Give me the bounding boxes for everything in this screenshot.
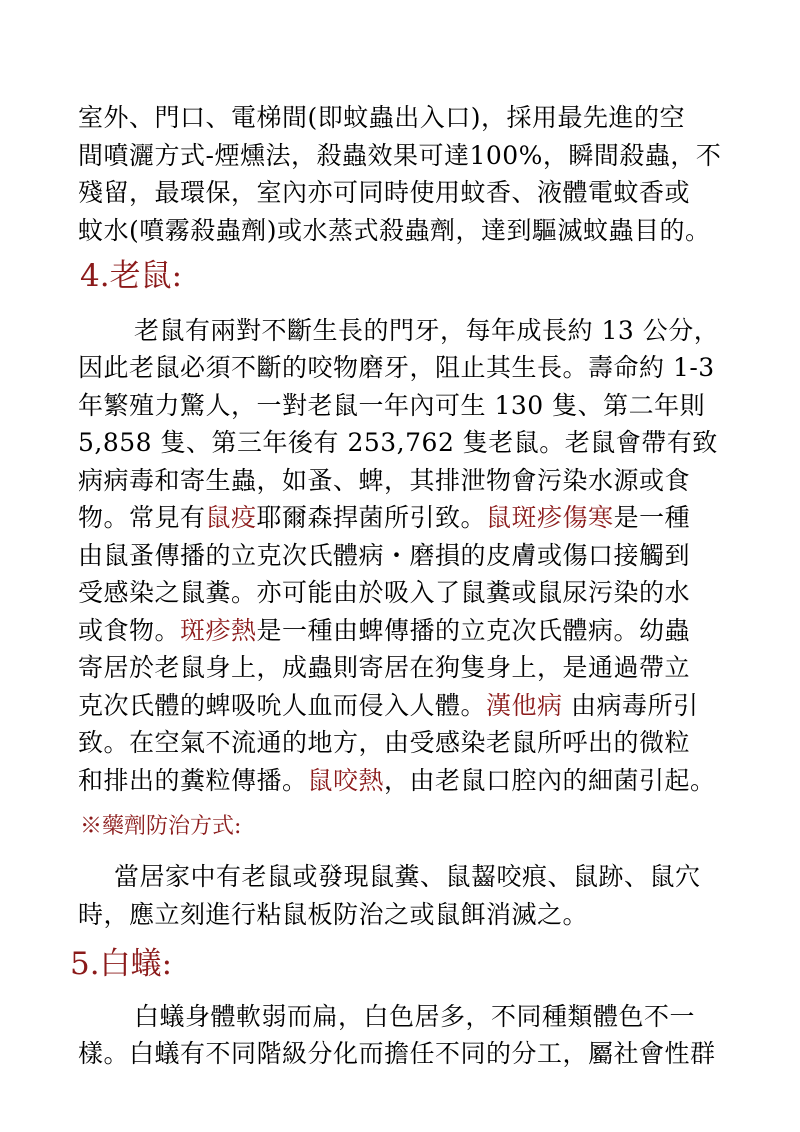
rat-para-line-10: 寄居於老鼠身上，成蟲則寄居在狗隻身上，是通過帶立 [78, 653, 691, 682]
rat-para-line-3: 年繁殖力驚人，一對老鼠一年內可生 130 隻、第二年則 [78, 391, 706, 420]
intro-line-1: 室外、門口、電梯間(即蚊蟲出入口)，採用最先進的空 [78, 103, 686, 132]
rat-para-line-1: 老鼠有兩對不斷生長的門牙，每年成長約 13 公分， [134, 316, 720, 345]
text-segment: 克次氏體的蜱吸吮人血而侵入人體。 [78, 691, 487, 720]
rat-para-line-9 [78, 616, 690, 646]
text-segment: 是一種由蜱傳播的立克次氏體病。幼蟲 [256, 616, 691, 645]
intro-line-3: 殘留，最環保，室內亦可同時使用蚊香、液體電蚊香或 [78, 178, 691, 207]
rat-para-line-5: 病病毒和寄生蟲，如蚤、蜱，其排泄物會污染水源或食 [78, 466, 691, 495]
intro-line-2: 間噴灑方式-煙燻法，殺蟲效果可達100%，瞬間殺蟲，不 [78, 141, 722, 170]
intro-line-4: 蚊水(噴霧殺蟲劑)或水蒸式殺蟲劑，達到驅滅蚊蟲目的。 [78, 216, 711, 245]
text-segment: ，由老鼠口腔內的細菌引起。 [384, 766, 716, 795]
term-rat-bite-fever: 鼠咬熱 [307, 766, 385, 795]
rat-para-line-7: 由鼠蚤傳播的立克次氏體病・磨損的皮膚或傷口接觸到 [78, 541, 691, 570]
text-segment: 或食物。 [78, 616, 181, 645]
rat-para-line-13 [78, 766, 716, 796]
rat-para-line-2: 因此老鼠必須不斷的咬物磨牙，阻止其生長。壽命約 1-3 [78, 353, 715, 382]
term-spotted-fever: 斑疹熱 [180, 616, 257, 645]
rat-para-line-12: 致。在空氣不流通的地方，由受感染老鼠所呼出的微粒 [78, 728, 691, 757]
section-5-heading: 5.白蟻: [70, 946, 173, 982]
section-4-heading: 4.老鼠: [80, 258, 183, 294]
rat-para-line-4: 5,858 隻、第三年後有 253,762 隻老鼠。老鼠會帶有致 [78, 428, 718, 457]
control-line-2: 時，應立刻進行粘鼠板防治之或鼠餌消滅之。 [78, 900, 589, 929]
control-method-heading: ※藥劑防治方式: [80, 814, 242, 839]
termite-para-line-1: 白蟻身體軟弱而扁，白色居多，不同種類體色不一 [134, 1002, 696, 1031]
text-segment: 耶爾森捍菌所引致。 [256, 503, 487, 532]
termite-para-line-2: 樣。白蟻有不同階級分化而擔任不同的分工，屬社會性群 [78, 1039, 716, 1068]
text-segment: 和排出的糞粒傳播。 [78, 766, 308, 795]
control-line-1: 當居家中有老鼠或發現鼠糞、鼠齧咬痕、鼠跡、鼠穴 [114, 862, 701, 891]
term-plague: 鼠疫 [205, 503, 257, 532]
text-segment: 由病毒所引 [562, 691, 699, 720]
term-hantavirus: 漢他病 [486, 691, 563, 720]
text-segment: 是一種 [613, 503, 691, 532]
rat-para-line-11 [78, 691, 698, 721]
rat-para-line-6 [78, 503, 690, 533]
rat-para-line-8: 受感染之鼠糞。亦可能由於吸入了鼠糞或鼠尿污染的水 [78, 578, 691, 607]
term-murine-typhus: 鼠斑疹傷寒 [486, 503, 614, 532]
text-segment: 物。常見有 [78, 503, 206, 532]
